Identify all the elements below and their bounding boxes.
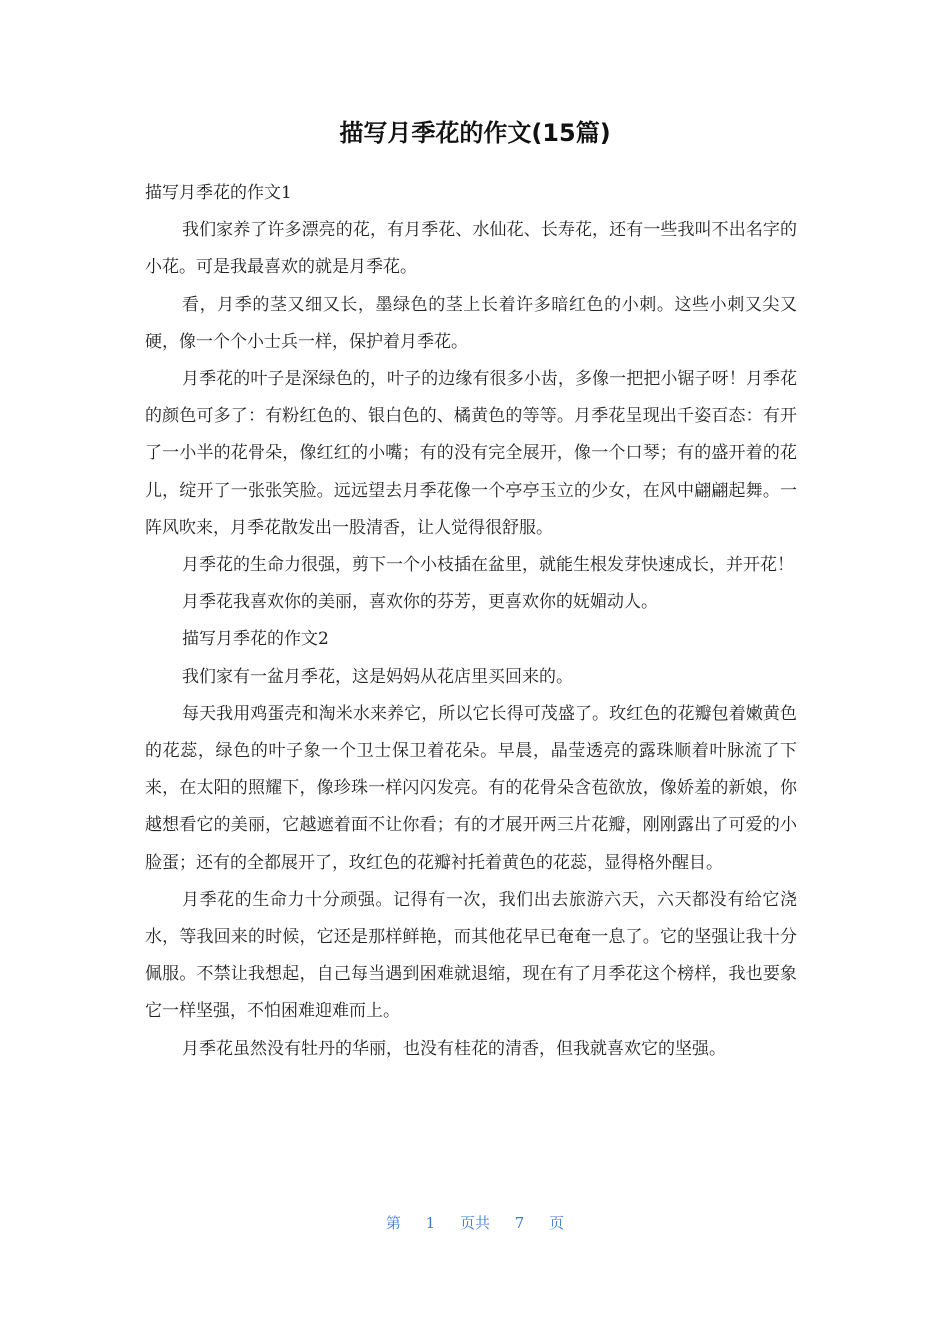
paragraph: 我们家养了许多漂亮的花，有月季花、水仙花、长寿花，还有一些我叫不出名字的小花。可是我最喜欢的就是月季花。 xyxy=(145,220,797,278)
paragraph: 月季花的叶子是深绿色的，叶子的边缘有很多小齿，多像一把把小锯子呀！月季花的颜色可多了：有粉红色的、银白色的、橘黄色的等等。月季花呈现出千姿百态：有开了一小半的花骨朵，像红红的小嘴；有的没有完全展开，像一个口琴；有的盛开着的花儿，绽开了一张张笑脸。远远望去月季花像一个亭亭玉立的少女，在风中翩翩起舞。一阵风吹来，月季花散发出一股清香，让人觉得很舒服。 xyxy=(145,369,797,538)
paragraph: 月季花的生命力很强，剪下一个小枝插在盆里，就能生根发芽快速成长，并开花！ xyxy=(182,555,794,576)
document-body xyxy=(145,175,797,1068)
paragraph: 每天我用鸡蛋壳和淘米水来养它，所以它长得可茂盛了。玫红色的花瓣包着嫩黄色的花蕊，绿色的叶子象一个卫士保卫着花朵。早晨，晶莹透亮的露珠顺着叶脉流了下来，在太阳的照耀下，像珍珠一样闪闪发亮。有的花骨朵含苞欲放，像娇羞的新娘，你越想看它的美丽，它越遮着面不让你看；有的才展开两三片花瓣，刚刚露出了可爱的小脸蛋；还有的全都展开了，玫红色的花瓣衬托着黄色的花蕊，显得格外醒目。 xyxy=(145,703,797,873)
paragraph: 月季花的生命力十分顽强。记得有一次，我们出去旅游六天，六天都没有给它浇水，等我回来的时候，它还是那样鲜艳，而其他花早已奄奄一息了。它的坚强让我十分佩服。不禁让我想起，自己每当遇到困难就退缩，现在有了月季花这个榜样，我也要象它一样坚强，不怕困难迎难而上。 xyxy=(145,889,797,1022)
paragraph: 看，月季的茎又细又长，墨绿色的茎上长着许多暗红色的小刺。这些小刺又尖又硬，像一个个小士兵一样，保护着月季花。 xyxy=(145,294,797,352)
page-suffix: 页 xyxy=(549,1214,565,1232)
paragraph: 月季花我喜欢你的美丽，喜欢你的芬芳，更喜欢你的妩媚动人。 xyxy=(182,592,658,613)
total-pages-number: 7 xyxy=(514,1214,525,1232)
current-page-number: 1 xyxy=(425,1214,436,1232)
section-heading: 描写月季花的作文2 xyxy=(182,629,329,650)
page-mid-text: 页共 xyxy=(459,1214,490,1232)
paragraph: 月季花虽然没有牡丹的华丽，也没有桂花的清香，但我就喜欢它的坚强。 xyxy=(182,1038,726,1059)
section-heading: 描写月季花的作文1 xyxy=(145,183,292,203)
page-prefix: 第 xyxy=(385,1214,401,1232)
page-footer xyxy=(0,1212,950,1233)
paragraph: 我们家有一盆月季花，这是妈妈从花店里买回来的。 xyxy=(182,666,573,687)
document-title: 描写月季花的作文(15篇) xyxy=(339,119,611,147)
